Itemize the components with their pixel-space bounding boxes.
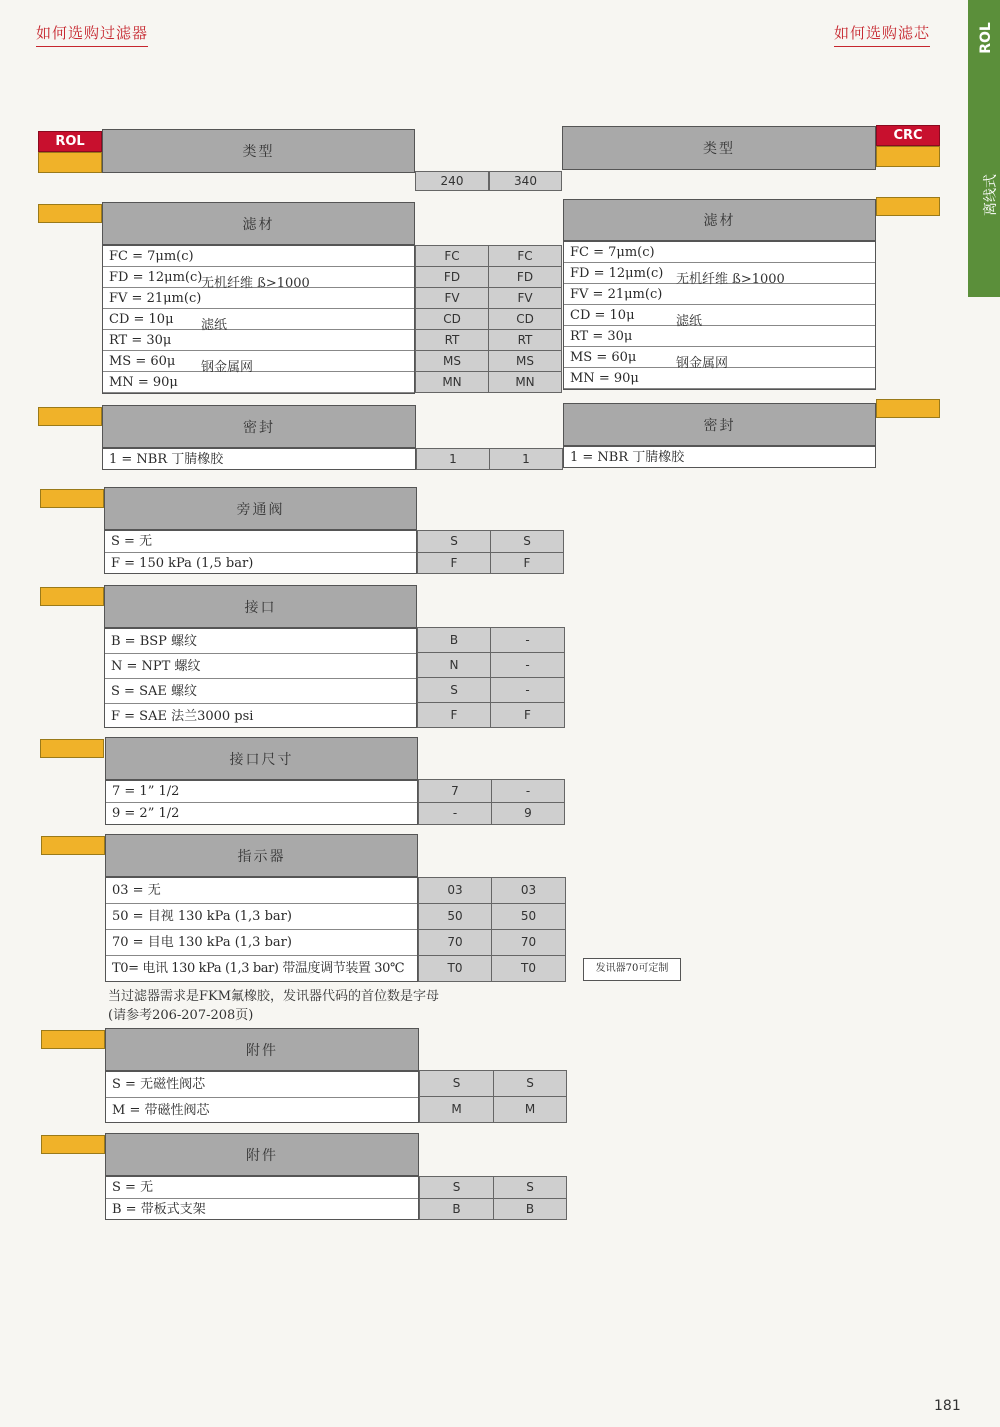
crc-media-row: MS = 60μ [564, 347, 875, 368]
portsize-heading: 接口尺寸 [105, 737, 418, 780]
crc-media-marker [876, 197, 940, 216]
accessory2-code-cell: B [493, 1198, 567, 1220]
accessory1-table [105, 1071, 419, 1123]
seal-row: 1 = NBR 丁腈橡胶 [109, 452, 224, 467]
indicator-heading: 指示器 [105, 834, 418, 877]
crc-media-table [563, 241, 876, 390]
indicator-row: 03 = 无 [106, 878, 417, 904]
portsize-code-cell: 9 [491, 802, 565, 825]
media-codes [415, 245, 563, 394]
crc-type-marker [876, 146, 940, 167]
indicator-code-cell: 70 [418, 929, 492, 956]
seal-heading: 密封 [102, 405, 416, 448]
media-row: FC = 7μm(c) [103, 246, 414, 267]
side-tab-label: 离线式 [983, 174, 999, 216]
port-code-cell: S [417, 677, 491, 703]
port-code-cell: - [490, 652, 565, 678]
crc-media-row: FC = 7μm(c) [564, 242, 875, 263]
media-code-cell: MN [415, 371, 489, 393]
media-heading: 滤材 [102, 202, 415, 245]
media-row: MS = 60μ [103, 351, 414, 372]
media-code-cell: CD [415, 308, 489, 330]
media-marker [38, 204, 102, 223]
port-table [104, 628, 417, 728]
accessory2-heading: 附件 [105, 1133, 419, 1176]
accessory1-marker [41, 1030, 105, 1049]
portsize-table [105, 780, 418, 825]
seal-table [102, 448, 416, 470]
media-note-paper: 滤纸 [201, 318, 228, 333]
media-row: FD = 12μm(c) [103, 267, 414, 288]
crc-media-row: MN = 90μ [564, 368, 875, 389]
indicator-row: 50 = 目视 130 kPa (1,3 bar) [106, 904, 417, 930]
accessory2-table [105, 1176, 419, 1220]
portsize-row: 9 = 2” 1/2 [112, 806, 180, 821]
portsize-code-cell: - [418, 802, 492, 825]
media-code-cell: FC [488, 245, 562, 267]
indicator-code-cell: 03 [491, 877, 566, 904]
rol-type-marker [38, 152, 102, 173]
port-code-cell: - [490, 627, 565, 653]
indicator-code-cell: T0 [418, 955, 492, 982]
indicator-custom-tag: 发讯器70可定制 [583, 958, 681, 981]
media-row: RT = 30μ [103, 330, 414, 351]
rol-code-tag: ROL [38, 131, 102, 152]
crc-type-heading: 类型 [562, 126, 876, 170]
port-code-cell: F [417, 702, 491, 728]
accessory1-row: S = 无磁性阀芯 [106, 1072, 418, 1098]
indicator-table [105, 877, 418, 982]
port-code-cell: N [417, 652, 491, 678]
media-row: MN = 90μ [103, 372, 414, 393]
crc-media-row: FV = 21μm(c) [564, 284, 875, 305]
side-tab-code: ROL [977, 22, 994, 54]
indicator-code-cell: T0 [491, 955, 566, 982]
accessory2-marker [41, 1135, 105, 1154]
bypass-row: S = 无 [105, 531, 416, 553]
crc-media-note-mesh: 钢金属网 [676, 356, 729, 371]
port-row: N = NPT 螺纹 [105, 654, 416, 679]
crc-media-row: CD = 10μ [564, 305, 875, 326]
accessory1-row: M = 带磁性阀芯 [112, 1103, 210, 1118]
accessory1-code-cell: M [419, 1096, 494, 1123]
accessory2-code-cell: S [419, 1176, 494, 1199]
side-tab [968, 0, 1000, 297]
media-code-cell: FD [415, 266, 489, 288]
indicator-marker [41, 836, 105, 855]
indicator-code-cell: 50 [491, 903, 566, 930]
crc-media-row: FD = 12μm(c) [564, 263, 875, 284]
media-code-cell: CD [488, 308, 562, 330]
media-code-cell: FC [415, 245, 489, 267]
bypass-code-cell: F [417, 552, 491, 574]
crc-code-tag: CRC [876, 125, 940, 146]
bypass-row: F = 150 kPa (1,5 bar) [111, 556, 254, 571]
media-code-cell: FV [488, 287, 562, 309]
indicator-code-cell: 03 [418, 877, 492, 904]
accessory2-code-cell: B [419, 1198, 494, 1220]
port-code-cell: F [490, 702, 565, 728]
left-header-title: 如何选购过滤器 [36, 22, 148, 47]
portsize-row: 7 = 1” 1/2 [106, 781, 417, 803]
rol-type-heading: 类型 [102, 129, 415, 173]
seal-code-cell: 1 [489, 448, 563, 470]
indicator-code-cell: 50 [418, 903, 492, 930]
bypass-code-cell: F [490, 552, 564, 574]
accessory2-code-cell: S [493, 1176, 567, 1199]
accessory1-code-cell: M [493, 1096, 567, 1123]
bypass-table [104, 530, 417, 574]
media-note-mesh: 钢金属网 [201, 360, 254, 375]
media-code-cell: RT [488, 329, 562, 351]
accessory2-row: S = 无 [106, 1177, 418, 1199]
port-row: F = SAE 法兰3000 psi [111, 709, 254, 724]
media-code-cell: RT [415, 329, 489, 351]
bypass-marker [40, 489, 104, 508]
bypass-code-cell: S [417, 530, 491, 553]
indicator-row: 70 = 目电 130 kPa (1,3 bar) [106, 930, 417, 956]
port-code-cell: B [417, 627, 491, 653]
portsize-marker [40, 739, 104, 758]
seal-marker [38, 407, 102, 426]
seal-code-cell: 1 [416, 448, 490, 470]
indicator-note-line2: (请参考206-207-208页) [108, 1008, 254, 1023]
media-row: CD = 10μ [103, 309, 414, 330]
media-code-cell: FV [415, 287, 489, 309]
portsize-code-cell: - [491, 779, 565, 803]
media-code-cell: FD [488, 266, 562, 288]
crc-media-note-paper: 滤纸 [676, 314, 703, 329]
crc-seal-table [563, 446, 876, 468]
crc-seal-marker [876, 399, 940, 418]
accessory2-row: B = 带板式支架 [112, 1202, 206, 1217]
accessory1-code-cell: S [493, 1070, 567, 1097]
crc-media-row: RT = 30μ [564, 326, 875, 347]
type-col-340: 340 [489, 171, 562, 191]
media-table [102, 245, 415, 394]
accessory1-code-cell: S [419, 1070, 494, 1097]
portsize-code-cell: 7 [418, 779, 492, 803]
media-row: FV = 21μm(c) [103, 288, 414, 309]
crc-media-note-fiber: 无机纤维 ß>1000 [676, 272, 785, 287]
port-marker [40, 587, 104, 606]
right-header-title: 如何选购滤芯 [834, 22, 930, 47]
crc-seal-row: 1 = NBR 丁腈橡胶 [570, 450, 685, 465]
accessory1-heading: 附件 [105, 1028, 419, 1071]
port-heading: 接口 [104, 585, 417, 628]
port-code-cell: - [490, 677, 565, 703]
page-number: 181 [934, 1398, 961, 1414]
indicator-note-line1: 当过滤器需求是FKM氟橡胶，发讯器代码的首位数是字母 [108, 989, 440, 1004]
media-note-fiber: 无机纤维 ß>1000 [201, 276, 310, 291]
crc-seal-heading: 密封 [563, 403, 876, 446]
crc-media-heading: 滤材 [563, 199, 876, 241]
port-row: S = SAE 螺纹 [105, 679, 416, 704]
media-code-cell: MS [488, 350, 562, 372]
bypass-heading: 旁通阀 [104, 487, 417, 530]
media-code-cell: MS [415, 350, 489, 372]
type-col-240: 240 [415, 171, 489, 191]
media-code-cell: MN [488, 371, 562, 393]
indicator-row: T0= 电讯 130 kPa (1,3 bar) 带温度调节装置 30℃ [112, 961, 405, 976]
bypass-code-cell: S [490, 530, 564, 553]
port-row: B = BSP 螺纹 [105, 629, 416, 654]
indicator-code-cell: 70 [491, 929, 566, 956]
